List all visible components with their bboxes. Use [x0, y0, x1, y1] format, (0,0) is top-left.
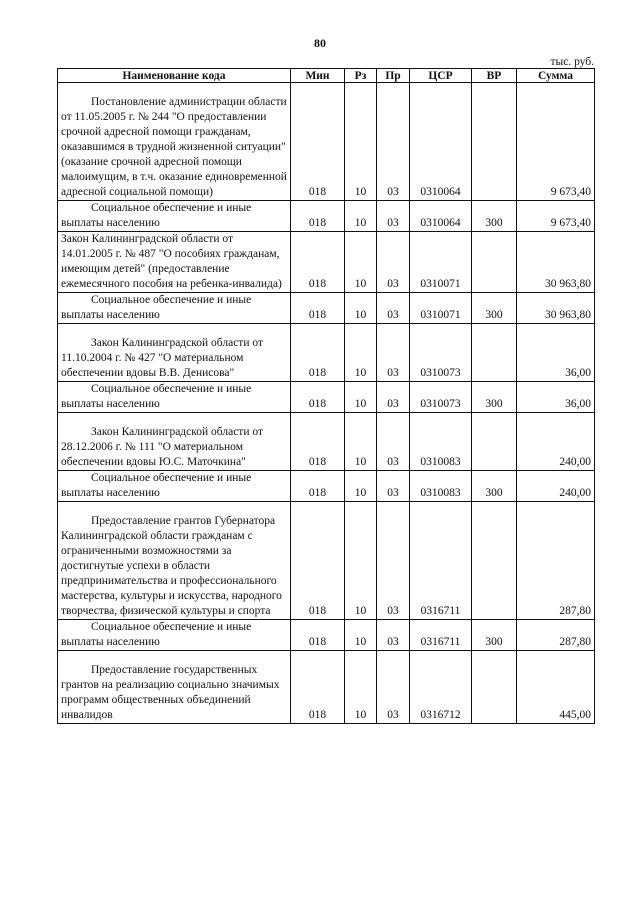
pr-cell: 03	[377, 293, 410, 324]
name-cell	[58, 502, 291, 620]
rz-cell: 10	[345, 293, 377, 324]
min-cell: 018	[291, 201, 345, 232]
name-cell	[58, 620, 291, 651]
pr-cell: 03	[377, 620, 410, 651]
vr-cell: 300	[472, 382, 517, 413]
row-label: Предоставление государственных грантов на реализацию социально значимых программ общественных объединений инвалидов	[61, 664, 280, 721]
header-name: Наименование кода	[58, 69, 291, 83]
table-row	[58, 651, 595, 724]
min-cell: 018	[291, 83, 345, 201]
table-row	[58, 471, 595, 502]
pr-cell: 03	[377, 324, 410, 382]
table-row	[58, 83, 595, 201]
vr-cell	[472, 324, 517, 382]
min-cell: 018	[291, 324, 345, 382]
csr-cell: 0310073	[410, 324, 472, 382]
pr-cell: 03	[377, 502, 410, 620]
row-label: Постановление администрации области от 11.05.2005 г. № 244 "О предоставлении срочной адресной помощи гражданам, оказавшимся в трудной жизненной ситуации" (оказание срочной адресной помощи малоимущим, в т.ч. оказание единовременной адресной социальной помощи)	[61, 96, 287, 198]
rz-cell: 10	[345, 83, 377, 201]
sum-cell: 9 673,40	[517, 201, 595, 232]
table-row	[58, 201, 595, 232]
csr-cell: 0310073	[410, 382, 472, 413]
name-cell	[58, 471, 291, 502]
sum-cell: 445,00	[517, 651, 595, 724]
vr-cell: 300	[472, 201, 517, 232]
header-pr: Пр	[377, 69, 410, 83]
min-cell: 018	[291, 502, 345, 620]
sum-cell: 287,80	[517, 502, 595, 620]
page-number: 80	[314, 36, 326, 50]
row-label: Закон Калининградской области от 28.12.2006 г. № 111 "О материальном обеспечении вдовы Ю.С. Маточкина"	[61, 426, 263, 468]
min-cell: 018	[291, 382, 345, 413]
csr-cell: 0310064	[410, 83, 472, 201]
vr-cell	[472, 651, 517, 724]
header-sum: Сумма	[517, 69, 595, 83]
pr-cell: 03	[377, 382, 410, 413]
name-cell	[58, 293, 291, 324]
table-row	[58, 232, 595, 293]
budget-table	[57, 68, 595, 724]
row-label: Социальное обеспечение и иные выплаты населению	[61, 202, 252, 229]
pr-cell: 03	[377, 83, 410, 201]
rz-cell: 10	[345, 413, 377, 471]
pr-cell: 03	[377, 471, 410, 502]
sum-cell: 36,00	[517, 324, 595, 382]
csr-cell: 0316711	[410, 620, 472, 651]
min-cell: 018	[291, 293, 345, 324]
name-cell	[58, 651, 291, 724]
sum-cell: 240,00	[517, 413, 595, 471]
rz-cell: 10	[345, 651, 377, 724]
csr-cell: 0310071	[410, 293, 472, 324]
min-cell: 018	[291, 413, 345, 471]
csr-cell: 0310083	[410, 471, 472, 502]
name-cell	[58, 232, 291, 293]
rz-cell: 10	[345, 502, 377, 620]
vr-cell: 300	[472, 293, 517, 324]
pr-cell: 03	[377, 201, 410, 232]
rz-cell: 10	[345, 471, 377, 502]
units-label: тыс. руб.	[550, 56, 594, 68]
min-cell: 018	[291, 651, 345, 724]
name-cell	[58, 201, 291, 232]
sum-cell: 240,00	[517, 471, 595, 502]
table-row	[58, 620, 595, 651]
min-cell: 018	[291, 232, 345, 293]
csr-cell: 0316712	[410, 651, 472, 724]
rz-cell: 10	[345, 382, 377, 413]
table-header-row	[58, 69, 595, 83]
vr-cell	[472, 413, 517, 471]
header-min: Мин	[291, 69, 345, 83]
min-cell: 018	[291, 471, 345, 502]
csr-cell: 0316711	[410, 502, 472, 620]
name-cell	[58, 413, 291, 471]
csr-cell: 0310083	[410, 413, 472, 471]
pr-cell: 03	[377, 651, 410, 724]
rz-cell: 10	[345, 324, 377, 382]
pr-cell: 03	[377, 232, 410, 293]
header-csr: ЦСР	[410, 69, 472, 83]
rz-cell: 10	[345, 201, 377, 232]
row-label: Закон Калининградской области от 14.01.2005 г. № 487 "О пособиях гражданам, имеющим детей" (предоставление ежемесячного пособия на ребенка-инвалида)	[61, 233, 282, 290]
header-rz: Рз	[345, 69, 377, 83]
row-label: Социальное обеспечение и иные выплаты населению	[61, 621, 252, 648]
header-vr: ВР	[472, 69, 517, 83]
row-label: Социальное обеспечение и иные выплаты населению	[61, 472, 252, 499]
table-row	[58, 382, 595, 413]
sum-cell: 30 963,80	[517, 232, 595, 293]
csr-cell: 0310071	[410, 232, 472, 293]
table-row	[58, 502, 595, 620]
name-cell	[58, 324, 291, 382]
table-row	[58, 293, 595, 324]
vr-cell	[472, 502, 517, 620]
sum-cell: 9 673,40	[517, 83, 595, 201]
csr-cell: 0310064	[410, 201, 472, 232]
vr-cell	[472, 232, 517, 293]
table-row	[58, 413, 595, 471]
row-label: Закон Калининградской области от 11.10.2004 г. № 427 "О материальном обеспечении вдовы В.В. Денисова"	[61, 337, 263, 379]
row-label: Социальное обеспечение и иные выплаты населению	[61, 383, 252, 410]
row-label: Предоставление грантов Губернатора Калининградской области гражданам с ограниченными возможностями за достигнутые успехи в области предпринимательства и профессионального мастерства, культуры и искусства, народного творчества, физической культуры и спорта	[61, 515, 282, 617]
name-cell	[58, 83, 291, 201]
pr-cell: 03	[377, 413, 410, 471]
vr-cell	[472, 83, 517, 201]
min-cell: 018	[291, 620, 345, 651]
vr-cell: 300	[472, 620, 517, 651]
row-label: Социальное обеспечение и иные выплаты населению	[61, 294, 252, 321]
sum-cell: 287,80	[517, 620, 595, 651]
sum-cell: 30 963,80	[517, 293, 595, 324]
vr-cell: 300	[472, 471, 517, 502]
sum-cell: 36,00	[517, 382, 595, 413]
rz-cell: 10	[345, 232, 377, 293]
table-row	[58, 324, 595, 382]
name-cell	[58, 382, 291, 413]
rz-cell: 10	[345, 620, 377, 651]
